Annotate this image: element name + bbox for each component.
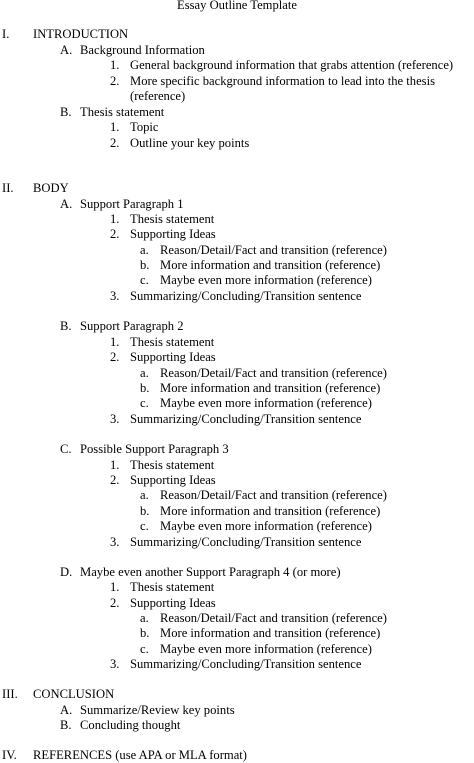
item-supporting: Supporting Ideas [130, 473, 216, 487]
sub-item: Reason/Detail/Fact and transition (reference) [160, 611, 387, 625]
item-supporting: Supporting Ideas [130, 227, 216, 241]
section-heading-references: REFERENCES (use APA or MLA format) [33, 748, 247, 762]
body-para-label: Support Paragraph 1 [80, 197, 184, 211]
item-supporting: Supporting Ideas [130, 350, 216, 364]
item-num: 2. [110, 473, 120, 487]
item-num: 3. [110, 289, 120, 303]
item-num: 2. [110, 227, 120, 241]
section-heading-conclusion: CONCLUSION [33, 687, 115, 701]
intro-a-mark: A. [60, 43, 73, 57]
section-heading-intro: INTRODUCTION [33, 27, 129, 41]
sub-letter: a. [140, 366, 149, 380]
intro-b-label: Thesis statement [80, 105, 165, 119]
body-para-mark: A. [60, 197, 73, 211]
intro-b2-mark: 2. [110, 136, 120, 150]
conclusion-b-mark: B. [60, 718, 72, 732]
sub-letter: a. [140, 488, 149, 502]
sub-item: Reason/Detail/Fact and transition (reference) [160, 366, 387, 380]
sub-letter: b. [140, 504, 150, 518]
sub-letter: c. [140, 519, 149, 533]
intro-a1-mark: 1. [110, 58, 120, 72]
conclusion-a-mark: A. [60, 703, 73, 717]
body-para-label: Support Paragraph 2 [80, 319, 184, 333]
item-thesis: Thesis statement [130, 458, 215, 472]
item-summary: Summarizing/Concluding/Transition sentence [130, 412, 362, 426]
intro-a2-mark: 2. [110, 74, 120, 88]
sub-letter: c. [140, 273, 149, 287]
item-num: 3. [110, 535, 120, 549]
sub-letter: a. [140, 243, 149, 257]
body-para-mark: B. [60, 319, 72, 333]
item-num: 2. [110, 596, 120, 610]
intro-a1-text: General background information that grabs attention (reference) [130, 58, 454, 72]
intro-b2-text: Outline your key points [130, 136, 250, 150]
sub-item: More information and transition (reference) [160, 258, 381, 272]
section-num-body: II. [2, 181, 14, 195]
sub-item: Maybe even more information (reference) [160, 642, 372, 656]
sub-item: More information and transition (reference) [160, 381, 381, 395]
item-num: 3. [110, 412, 120, 426]
item-num: 2. [110, 350, 120, 364]
item-thesis: Thesis statement [130, 212, 215, 226]
sub-item: Maybe even more information (reference) [160, 273, 372, 287]
item-num: 3. [110, 657, 120, 671]
item-summary: Summarizing/Concluding/Transition sentence [130, 535, 362, 549]
intro-a-label: Background Information [80, 43, 205, 57]
intro-b-mark: B. [60, 105, 72, 119]
item-summary: Summarizing/Concluding/Transition sentence [130, 657, 362, 671]
page-title: Essay Outline Template [177, 0, 297, 12]
intro-a2-text: More specific background information to lead into the thesis (reference) [130, 74, 435, 104]
body-para-label: Possible Support Paragraph 3 [80, 442, 229, 456]
item-num: 1. [110, 458, 120, 472]
item-summary: Summarizing/Concluding/Transition sentence [130, 289, 362, 303]
item-thesis: Thesis statement [130, 580, 215, 594]
sub-item: More information and transition (reference) [160, 504, 381, 518]
sub-item: Reason/Detail/Fact and transition (reference) [160, 243, 387, 257]
sub-letter: c. [140, 396, 149, 410]
item-num: 1. [110, 212, 120, 226]
conclusion-a-text: Summarize/Review key points [80, 703, 235, 717]
body-para-label: Maybe even another Support Paragraph 4 (or more) [80, 565, 341, 579]
sub-letter: b. [140, 258, 150, 272]
sub-item: Maybe even more information (reference) [160, 519, 372, 533]
sub-letter: b. [140, 626, 150, 640]
body-para-mark: D. [60, 565, 73, 579]
conclusion-b-text: Concluding thought [80, 718, 181, 732]
body-para-mark: C. [60, 442, 72, 456]
item-num: 1. [110, 580, 120, 594]
sub-letter: a. [140, 611, 149, 625]
section-heading-body: BODY [33, 181, 69, 195]
item-supporting: Supporting Ideas [130, 596, 216, 610]
sub-item: Reason/Detail/Fact and transition (reference) [160, 488, 387, 502]
item-num: 1. [110, 335, 120, 349]
intro-b1-text: Topic [130, 120, 159, 134]
sub-letter: c. [140, 642, 149, 656]
section-num-references: IV. [2, 748, 17, 762]
sub-letter: b. [140, 381, 150, 395]
intro-b1-mark: 1. [110, 120, 120, 134]
section-num-intro: I. [2, 27, 10, 41]
section-num-conclusion: III. [2, 687, 18, 701]
item-thesis: Thesis statement [130, 335, 215, 349]
sub-item: More information and transition (reference) [160, 626, 381, 640]
sub-item: Maybe even more information (reference) [160, 396, 372, 410]
